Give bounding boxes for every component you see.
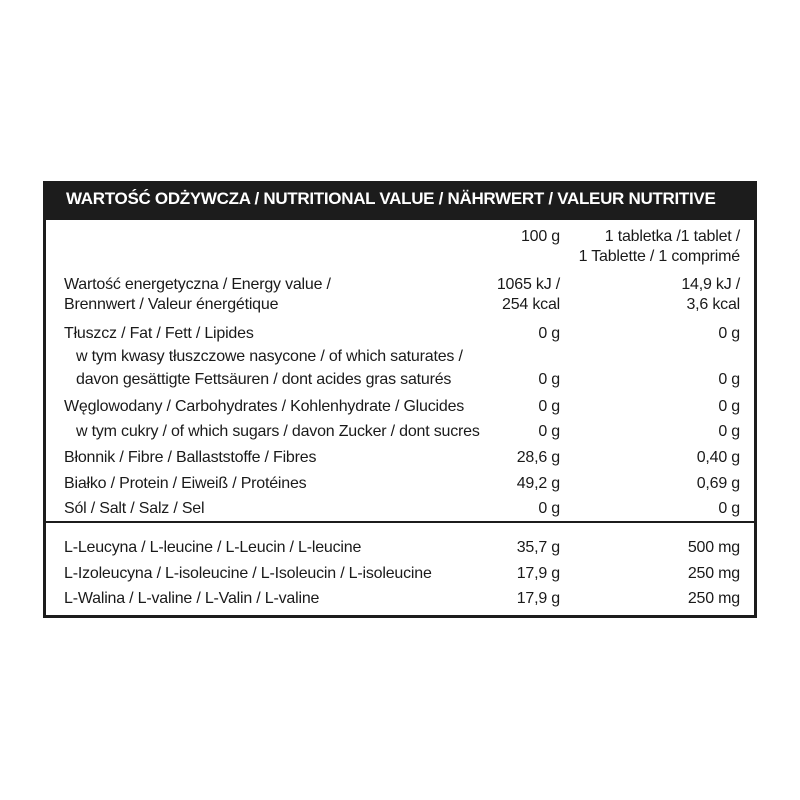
- row-protein-100g: 49,2 g: [516, 475, 560, 492]
- column-header-tablet-1: 1 tabletka /1 tablet /: [604, 228, 740, 245]
- row-isoleucine-label: L-Izoleucyna / L-isoleucine / L-Isoleucin / L-isoleucine: [64, 565, 432, 582]
- row-isoleucine-100g: 17,9 g: [516, 565, 560, 582]
- row-fat-label: Tłuszcz / Fat / Fett / Lipides: [64, 325, 254, 342]
- row-energy-label-1: Wartość energetyczna / Energy value /: [64, 276, 331, 293]
- row-sugars-label: w tym cukry / of which sugars / davon Zucker / dont sucres: [76, 423, 480, 440]
- row-fibre-tablet: 0,40 g: [696, 449, 740, 466]
- row-saturates-100g: 0 g: [538, 371, 560, 388]
- row-fibre-label: Błonnik / Fibre / Ballaststoffe / Fibres: [64, 449, 317, 466]
- row-protein-label: Białko / Protein / Eiweiß / Protéines: [64, 475, 307, 492]
- column-header-100g: 100 g: [520, 228, 560, 245]
- row-valine-100g: 17,9 g: [516, 590, 560, 607]
- row-carbs-100g: 0 g: [538, 398, 560, 415]
- row-energy-tablet-kj: 14,9 kJ /: [681, 276, 740, 293]
- row-energy-tablet-kcal: 3,6 kcal: [686, 296, 740, 313]
- row-energy-100g-kj: 1065 kJ /: [496, 276, 560, 293]
- row-sugars-tablet: 0 g: [718, 423, 740, 440]
- row-saturates-tablet: 0 g: [718, 371, 740, 388]
- row-energy-label-2: Brennwert / Valeur énergétique: [64, 296, 279, 313]
- row-salt-tablet: 0 g: [718, 500, 740, 517]
- row-salt-label: Sól / Salt / Salz / Sel: [64, 500, 205, 517]
- row-carbs-tablet: 0 g: [718, 398, 740, 415]
- row-leucine-tablet: 500 mg: [687, 539, 740, 556]
- section-divider: [46, 521, 754, 523]
- row-valine-tablet: 250 mg: [687, 590, 740, 607]
- nutrition-table: [43, 181, 757, 618]
- row-protein-tablet: 0,69 g: [696, 475, 740, 492]
- row-fibre-100g: 28,6 g: [516, 449, 560, 466]
- row-sugars-100g: 0 g: [538, 423, 560, 440]
- row-energy-100g-kcal: 254 kcal: [502, 296, 560, 313]
- row-saturates-label-1: w tym kwasy tłuszczowe nasycone / of which saturates /: [76, 348, 463, 365]
- row-fat-100g: 0 g: [538, 325, 560, 342]
- row-saturates-label-2: davon gesättigte Fettsäuren / dont acides gras saturés: [76, 371, 452, 388]
- row-leucine-label: L-Leucyna / L-leucine / L-Leucin / L-leucine: [64, 539, 362, 556]
- table-title: WARTOŚĆ ODŻYWCZA / NUTRITIONAL VALUE / NÄHRWERT / VALEUR NUTRITIVE: [66, 189, 716, 208]
- row-isoleucine-tablet: 250 mg: [687, 565, 740, 582]
- table-header: [46, 184, 754, 220]
- row-valine-label: L-Walina / L-valine / L-Valin / L-valine: [64, 590, 320, 607]
- row-fat-tablet: 0 g: [718, 325, 740, 342]
- row-carbs-label: Węglowodany / Carbohydrates / Kohlenhydrate / Glucides: [64, 398, 465, 415]
- row-salt-100g: 0 g: [538, 500, 560, 517]
- row-leucine-100g: 35,7 g: [516, 539, 560, 556]
- column-header-tablet-2: 1 Tablette / 1 comprimé: [578, 248, 740, 265]
